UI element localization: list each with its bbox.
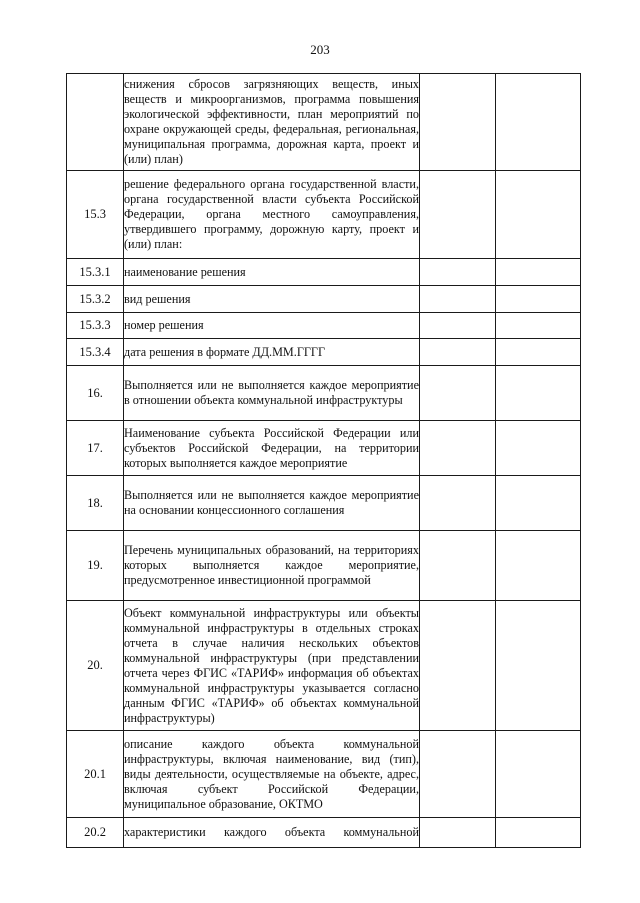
row-description: Выполняется или не выполняется каждое мероприятие в отношении объекта коммунальной инфраструктуры — [124, 366, 420, 421]
table-row — [67, 313, 581, 339]
value-cell — [420, 476, 496, 531]
table-row — [67, 171, 581, 259]
row-description: наименование решения — [124, 259, 420, 286]
value-cell — [496, 259, 581, 286]
table-row — [67, 74, 581, 171]
row-description: дата решения в формате ДД.ММ.ГГГГ — [124, 339, 420, 366]
table-row — [67, 731, 581, 818]
row-description: снижения сбросов загрязняющих веществ, иных веществ и микроорганизмов, программа повышения экологической эффективности, план мероприятий по охране окружающей среды, федеральная, региональная, муниципальная программа, дорожная карта, проект и (или) план) — [124, 74, 420, 171]
table-row — [67, 286, 581, 313]
table-row — [67, 476, 581, 531]
table-row — [67, 601, 581, 731]
row-number: 19. — [67, 531, 124, 601]
value-cell — [420, 259, 496, 286]
value-cell — [420, 313, 496, 339]
row-number: 20.2 — [67, 818, 124, 848]
report-table — [66, 73, 581, 848]
row-description: номер решения — [124, 313, 420, 339]
value-cell — [496, 476, 581, 531]
value-cell — [496, 601, 581, 731]
row-number: 17. — [67, 421, 124, 476]
row-number: 20. — [67, 601, 124, 731]
value-cell — [496, 286, 581, 313]
value-cell — [420, 421, 496, 476]
row-description: решение федерального органа государственной власти, органа государственной власти субъекта Российской Федерации, органа местного самоуправления, утвердившего программу, дорожную карту, проект и (или) план: — [124, 171, 420, 259]
row-number: 15.3.3 — [67, 313, 124, 339]
row-description: Перечень муниципальных образований, на территориях которых выполняется каждое мероприятие, предусмотренное инвестиционной программой — [124, 531, 420, 601]
table-row — [67, 259, 581, 286]
table-row — [67, 531, 581, 601]
row-description: вид решения — [124, 286, 420, 313]
value-cell — [496, 74, 581, 171]
value-cell — [420, 818, 496, 848]
row-description: Наименование субъекта Российской Федерации или субъектов Российской Федерации, на территории которых выполняется каждое мероприятие — [124, 421, 420, 476]
value-cell — [420, 286, 496, 313]
row-number — [67, 74, 124, 171]
row-number: 18. — [67, 476, 124, 531]
value-cell — [496, 731, 581, 818]
value-cell — [420, 74, 496, 171]
value-cell — [420, 339, 496, 366]
row-number: 20.1 — [67, 731, 124, 818]
value-cell — [496, 339, 581, 366]
row-number: 15.3.4 — [67, 339, 124, 366]
row-description: описание каждого объекта коммунальной инфраструктуры, включая наименование, вид (тип), виды деятельности, осуществляемые на объекте, адрес, включая субъект Российской Федерации, муниципальное образование, ОКТМО — [124, 731, 420, 818]
value-cell — [496, 818, 581, 848]
value-cell — [496, 313, 581, 339]
row-number: 15.3.2 — [67, 286, 124, 313]
value-cell — [420, 601, 496, 731]
row-description: характеристики каждого объекта коммунальной — [124, 818, 420, 848]
value-cell — [420, 366, 496, 421]
value-cell — [496, 171, 581, 259]
row-number: 16. — [67, 366, 124, 421]
row-description: Объект коммунальной инфраструктуры или объекты коммунальной инфраструктуры в отдельных строках отчета в случае наличия нескольких объектов коммунальной инфраструктуры (при представлении отчета через ФГИС «ТАРИФ» информация об объектах коммунальной инфраструктуры указывается согласно данным ФГИС «ТАРИФ» об объектах коммунальной инфраструктуры) — [124, 601, 420, 731]
value-cell — [420, 171, 496, 259]
table-row — [67, 339, 581, 366]
row-description: Выполняется или не выполняется каждое мероприятие на основании концессионного соглашения — [124, 476, 420, 531]
table-row — [67, 818, 581, 848]
value-cell — [496, 366, 581, 421]
page-number: 203 — [310, 42, 330, 57]
value-cell — [496, 531, 581, 601]
row-number: 15.3.1 — [67, 259, 124, 286]
row-number: 15.3 — [67, 171, 124, 259]
value-cell — [496, 421, 581, 476]
value-cell — [420, 731, 496, 818]
value-cell — [420, 531, 496, 601]
table-row — [67, 421, 581, 476]
table-row — [67, 366, 581, 421]
